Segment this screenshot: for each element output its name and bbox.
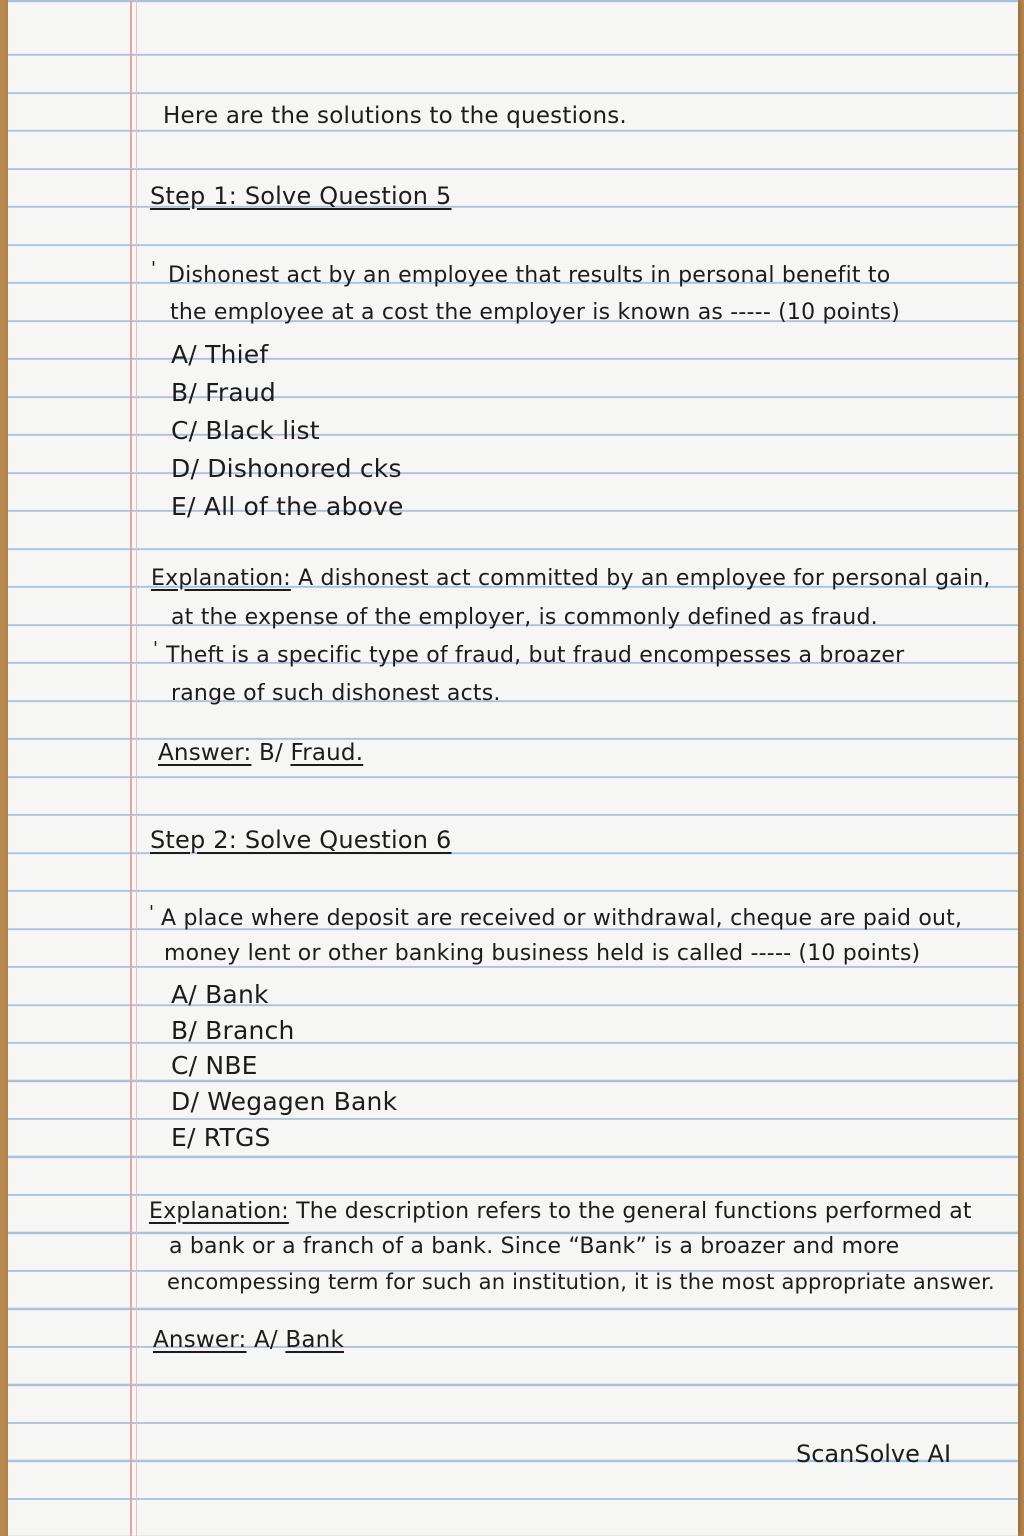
step1-option-e: E/ All of the above bbox=[171, 492, 404, 521]
step1-option-d: D/ Dishonored cks bbox=[171, 454, 402, 483]
step2-option-b: B/ Branch bbox=[171, 1016, 295, 1045]
step1-answer-label: Answer: bbox=[158, 740, 252, 766]
margin-line bbox=[130, 0, 132, 1536]
step1-answer-prefix: B/ bbox=[258, 740, 283, 766]
step2-question-line-2: money lent or other banking business held is called ----- (10 points) bbox=[164, 941, 921, 966]
tick-mark: ' bbox=[149, 902, 154, 923]
step1-question-line-2: the employee at a cost the employer is known as ----- (10 points) bbox=[170, 300, 901, 325]
step1-explanation-line-1 bbox=[151, 566, 991, 591]
step2-explanation-label: Explanation: bbox=[149, 1199, 289, 1224]
step1-explanation-line-3: Theft is a specific type of fraud, but fraud encompesses a broazer bbox=[166, 643, 905, 668]
step1-explanation-label: Explanation: bbox=[151, 566, 291, 591]
step2-answer-prefix: A/ bbox=[253, 1327, 278, 1353]
step1-explanation-text-1: A dishonest act committed by an employee for personal gain, bbox=[298, 566, 991, 591]
step1-option-b: B/ Fraud bbox=[171, 378, 276, 407]
step1-answer bbox=[158, 740, 363, 766]
step2-option-a: A/ Bank bbox=[171, 980, 269, 1009]
step2-answer-value: Bank bbox=[285, 1327, 344, 1353]
step2-question-line-1: A place where deposit are received or withdrawal, cheque are paid out, bbox=[161, 906, 963, 931]
margin-line-inner bbox=[136, 0, 137, 1536]
step2-explanation-line-2: a bank or a franch of a bank. Since “Bank” is a broazer and more bbox=[169, 1234, 900, 1259]
step2-option-e: E/ RTGS bbox=[171, 1123, 271, 1152]
notebook-page bbox=[8, 0, 1018, 1536]
step2-option-c: C/ NBE bbox=[171, 1051, 258, 1080]
step1-question-line-1: Dishonest act by an employee that results in personal benefit to bbox=[168, 263, 891, 288]
step1-answer-value: Fraud. bbox=[290, 740, 364, 766]
step2-option-d: D/ Wegagen Bank bbox=[171, 1087, 398, 1116]
step2-explanation-line-3: encompessing term for such an institution, it is the most appropriate answer. bbox=[167, 1270, 995, 1294]
step2-answer bbox=[153, 1327, 344, 1353]
step2-explanation-line-1 bbox=[149, 1199, 972, 1224]
intro-text: Here are the solutions to the questions. bbox=[163, 103, 627, 129]
step1-option-c: C/ Black list bbox=[171, 416, 320, 445]
step2-explanation-text-1: The description refers to the general functions performed at bbox=[296, 1199, 972, 1224]
step2-answer-label: Answer: bbox=[153, 1327, 247, 1353]
step1-heading: Step 1: Solve Question 5 bbox=[150, 182, 452, 210]
tick-mark: ' bbox=[153, 638, 158, 659]
step2-heading: Step 2: Solve Question 6 bbox=[150, 826, 452, 854]
step1-option-a: A/ Thief bbox=[171, 340, 269, 369]
tick-mark: ' bbox=[151, 258, 156, 279]
step1-explanation-line-2: at the expense of the employer, is commonly defined as fraud. bbox=[171, 605, 878, 630]
step1-explanation-line-4: range of such dishonest acts. bbox=[171, 681, 501, 706]
brand-signature: ScanSolve AI bbox=[796, 1440, 952, 1468]
